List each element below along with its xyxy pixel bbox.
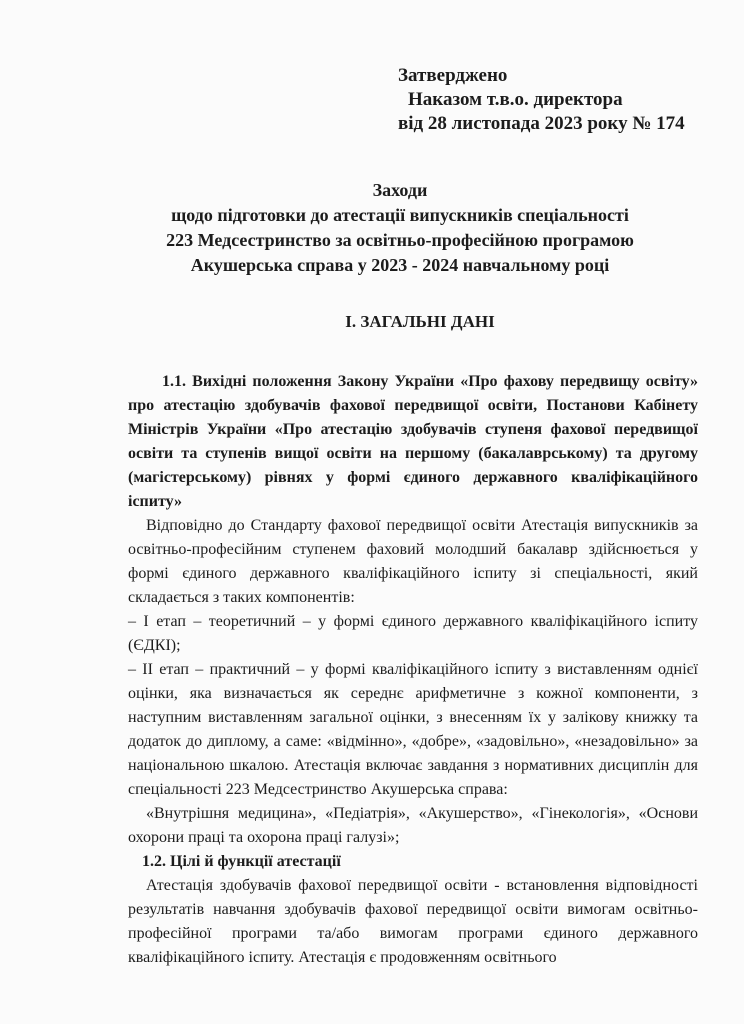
list-item-stage-2: – ІІ етап – практичний – у формі кваліфікаційного іспиту з виставленням однієї оцінки, яка визначається як середнє арифметичне з кожної компоненти, з наступним виставленням загальної оцінки, з внесенням їх у залікову книжку та додаток до диплому, а саме: «відмінно», «добре», «задовільно», «незадовільно» за національною шкалою. Атестація включає завдання з нормативних дисциплін для спеціальності 223 Медсестринство Акушерська справа:: [128, 661, 698, 798]
paragraph-standard: Відповідно до Стандарту фахової передвищої освіти Атестація випускників за освітньо-професійним ступенем фаховий молодший бакалавр здійснюється у формі єдиного державного кваліфікаційного іспиту зі спеціальності, який складається з таких компонентів:: [128, 517, 698, 606]
approval-stamp: [398, 64, 685, 136]
approval-line-order: Наказом т.в.о. директора: [408, 89, 623, 110]
list-item-stage-1: – І етап – теоретичний – у формі єдиного державного кваліфікаційного іспиту (ЄДКІ);: [128, 613, 698, 654]
title-line-2: щодо підготовки до атестації випускників спеціальності: [171, 205, 629, 225]
title-line-1: Заходи: [372, 180, 428, 200]
approval-line-approved: Затверджено: [398, 65, 508, 86]
title-line-3: 223 Медсестринство за освітньо-професійною програмою: [166, 230, 634, 250]
disciplines-list: «Внутрішня медицина», «Педіатрія», «Акушерство», «Гінекологія», «Основи охорони праці та охорона праці галузі»;: [128, 805, 698, 846]
document-body: [128, 370, 698, 970]
subheading-1-2: 1.2. Цілі й функції атестації: [142, 853, 341, 870]
document-title: [100, 178, 700, 278]
approval-line-date: від 28 листопада 2023 року № 174: [398, 113, 685, 134]
paragraph-1-2: Атестація здобувачів фахової передвищої освіти - встановлення відповідності результатів навчання здобувачів фахової передвищої освіти вимогам освітньо-професійної програми та/або вимогам програми єдиного державного кваліфікаційного іспиту. Атестація є продовженням освітнього: [128, 877, 698, 966]
section-heading: І. ЗАГАЛЬНІ ДАНІ: [345, 312, 495, 331]
paragraph-1-1: 1.1. Вихідні положення Закону України «Про фахову передвищу освіту» про атестацію здобувачів фахової передвищої освіти, Постанови Кабінету Міністрів України «Про атестацію здобувачів ступеня фахової передвищої освіти та ступенів вищої освіти на першому (бакалаврському) та другому (магістерському) рівнях у формі єдиного державного кваліфікаційного іспиту»: [128, 373, 698, 510]
title-line-4: Акушерська справа у 2023 - 2024 навчальному році: [190, 255, 610, 275]
